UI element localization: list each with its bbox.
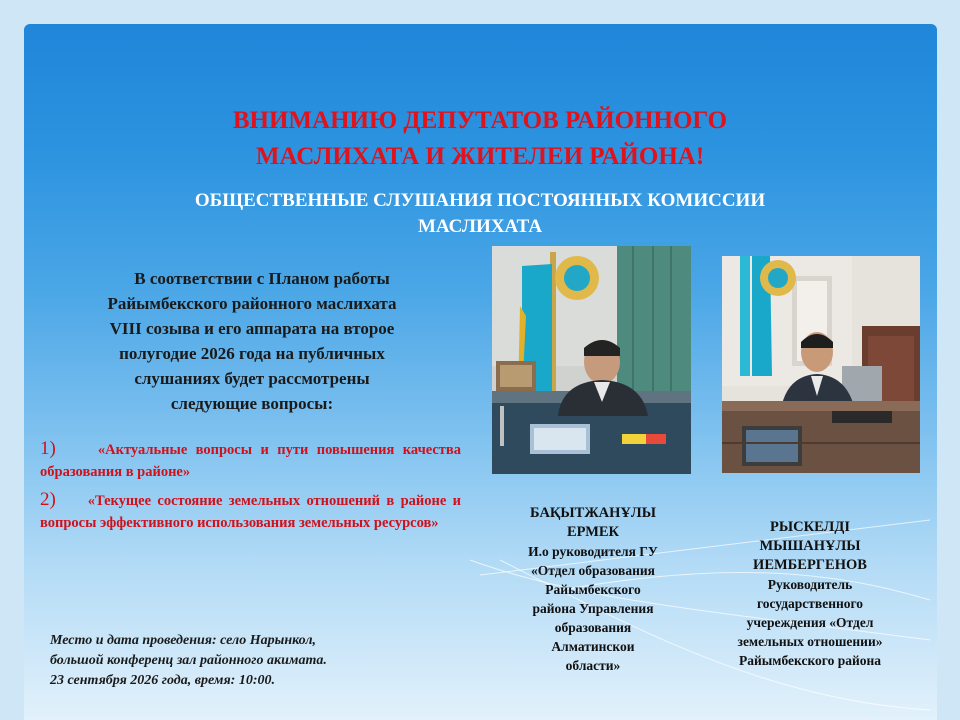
official-name: РЫСКЕЛДІ <box>770 519 850 535</box>
announcement-title <box>0 103 960 175</box>
official-position-line: Райымбекского <box>545 582 641 597</box>
subtitle-line: МАСЛИХАТА <box>417 216 543 237</box>
agenda-item-number: 2) <box>40 489 56 510</box>
intro-line: Райымбекского районного маслихата <box>107 294 397 313</box>
agenda-list <box>40 438 461 540</box>
official-position-line: государственного <box>756 596 864 611</box>
official-position-line: «Отдел образования <box>531 563 655 578</box>
official-caption-land-relations <box>705 518 915 670</box>
official-position-line: Алматинскои <box>551 639 635 654</box>
intro-line: VIII созыва и его аппарата на второе <box>109 319 395 338</box>
agenda-item <box>40 438 461 483</box>
intro-line: В соответствии с Планом работы <box>134 269 390 288</box>
official-position-line: области» <box>565 658 621 673</box>
official-position-line: Руководитель <box>767 577 853 592</box>
official-name: БАҚЫТЖАНҰЛЫ <box>530 505 656 521</box>
official-position-line: района Управления <box>532 601 654 616</box>
official-name: МЫШАНҰЛЫ <box>759 538 861 554</box>
title-line: ВНИМАНИЮ ДЕПУТАТОВ РАЙОННОГО <box>232 107 728 134</box>
agenda-item-text: «Текущее состояние земельных отношений в районе и вопросы эффективного использования земельных ресурсов» <box>40 493 462 531</box>
portrait-photo-education-head <box>492 246 691 474</box>
intro-line: следующие вопросы: <box>170 394 334 413</box>
venue-line: 23 сентября 2026 года, время: 10:00. <box>50 673 275 688</box>
intro-paragraph <box>36 266 468 416</box>
official-name: ИЕМБЕРГЕНОВ <box>753 557 867 573</box>
official-position-line: Райымбекского района <box>738 653 882 668</box>
portrait-photo-land-relations-head <box>722 256 920 473</box>
agenda-item-text: «Актуальные вопросы и пути повышения качества образования в районе» <box>40 442 462 480</box>
intro-line: слушаниях будет рассмотрены <box>134 369 370 388</box>
agenda-item <box>40 489 461 534</box>
official-caption-education <box>495 504 691 675</box>
official-position-line: земельных отношении» <box>737 634 883 649</box>
venue-details <box>50 631 448 691</box>
subtitle-line: ОБЩЕСТВЕННЫЕ СЛУШАНИЯ ПОСТОЯННЫХ КОМИССИИ <box>194 190 766 211</box>
official-position-line: И.о руководителя ГУ <box>528 544 658 559</box>
official-name: ЕРМЕК <box>566 524 620 540</box>
official-position-line: образования <box>554 620 632 635</box>
title-line: МАСЛИХАТА И ЖИТЕЛЕИ РАЙОНА! <box>255 143 705 170</box>
agenda-item-number: 1) <box>40 438 56 459</box>
venue-line: Место и дата проведения: село Нарынкол, <box>50 633 316 648</box>
announcement-subtitle <box>40 188 920 240</box>
official-position-line: учереждения «Отдел <box>746 615 874 630</box>
intro-line: полугодие 2026 года на публичных <box>119 344 385 363</box>
venue-line: большой конференц зал районного акимата. <box>50 653 327 668</box>
